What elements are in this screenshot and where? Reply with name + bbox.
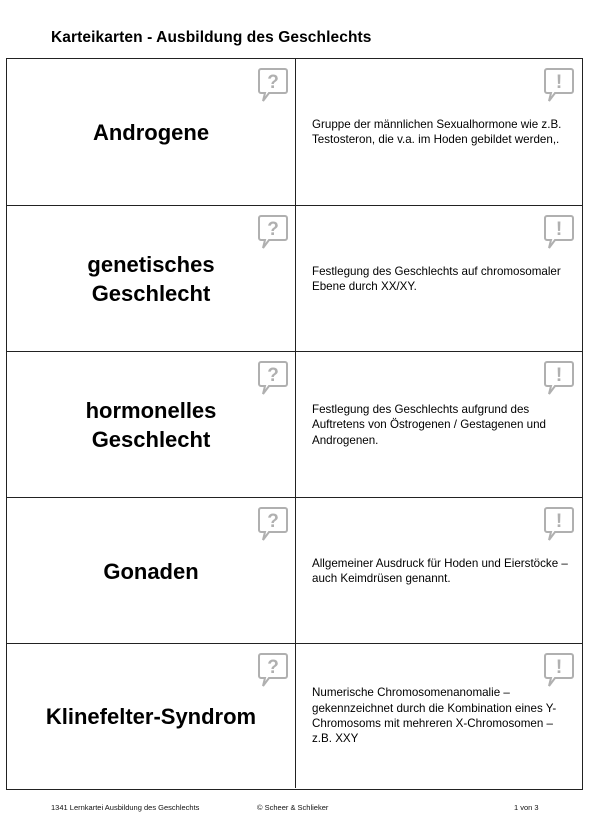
answer-card[interactable] xyxy=(296,352,581,498)
question-card[interactable] xyxy=(7,498,296,644)
svg-text:!: ! xyxy=(555,657,563,678)
svg-text:!: ! xyxy=(555,72,563,93)
card-term: genetisches Geschlecht xyxy=(87,252,215,306)
answer-card[interactable] xyxy=(296,644,581,788)
card-term: hormonelles Geschlecht xyxy=(85,398,217,452)
answer-card[interactable] xyxy=(296,206,581,352)
card-definition: Allgemeiner Ausdruck für Hoden und Eierstöcke – auch Keimdrüsen genannt. xyxy=(312,556,568,585)
svg-text:!: ! xyxy=(555,511,563,532)
svg-text:!: ! xyxy=(555,365,563,386)
footer-document-id: 1341 Lernkartei Ausbildung des Geschlechts xyxy=(51,803,200,812)
card-definition: Gruppe der männlichen Sexualhormone wie z.B. Testosteron, die v.a. im Hoden gebildet werden,. xyxy=(312,117,562,146)
card-term: Klinefelter-Syndrom xyxy=(45,703,257,729)
svg-text:?: ? xyxy=(267,72,279,93)
card-term: Gonaden xyxy=(103,558,199,584)
flashcard-row xyxy=(7,644,582,788)
svg-text:?: ? xyxy=(267,219,279,240)
flashcard-row xyxy=(7,498,582,644)
footer-copyright: © Scheer & Schlieker xyxy=(257,803,329,812)
svg-text:?: ? xyxy=(267,511,279,532)
question-card[interactable] xyxy=(7,59,296,205)
answer-card[interactable] xyxy=(296,59,581,205)
card-definition: Numerische Chromosomenanomalie – gekennzeichnet durch die Kombination eines Y-Chromosoms mit mehreren X-Chromosomen – z.B. XXY xyxy=(312,686,557,746)
card-definition: Festlegung des Geschlechts auf chromosomaler Ebene durch XX/XY. xyxy=(312,264,561,293)
question-card[interactable] xyxy=(7,352,296,498)
flashcard-grid xyxy=(6,58,583,790)
card-term: Androgene xyxy=(92,119,210,145)
card-definition: Festlegung des Geschlechts aufgrund des Auftretens von Östrogenen / Gestagenen und Androgenen. xyxy=(312,402,546,447)
svg-text:!: ! xyxy=(555,219,563,240)
question-card[interactable] xyxy=(7,644,296,788)
svg-text:?: ? xyxy=(267,657,279,678)
flashcard-row xyxy=(7,59,582,205)
svg-text:?: ? xyxy=(267,365,279,386)
question-card[interactable] xyxy=(7,206,296,352)
footer-page-number: 1 von 3 xyxy=(514,803,539,812)
page-title: Karteikarten - Ausbildung des Geschlechts xyxy=(51,29,372,46)
answer-card[interactable] xyxy=(296,498,581,644)
flashcard-row xyxy=(7,352,582,498)
flashcard-row xyxy=(7,206,582,352)
